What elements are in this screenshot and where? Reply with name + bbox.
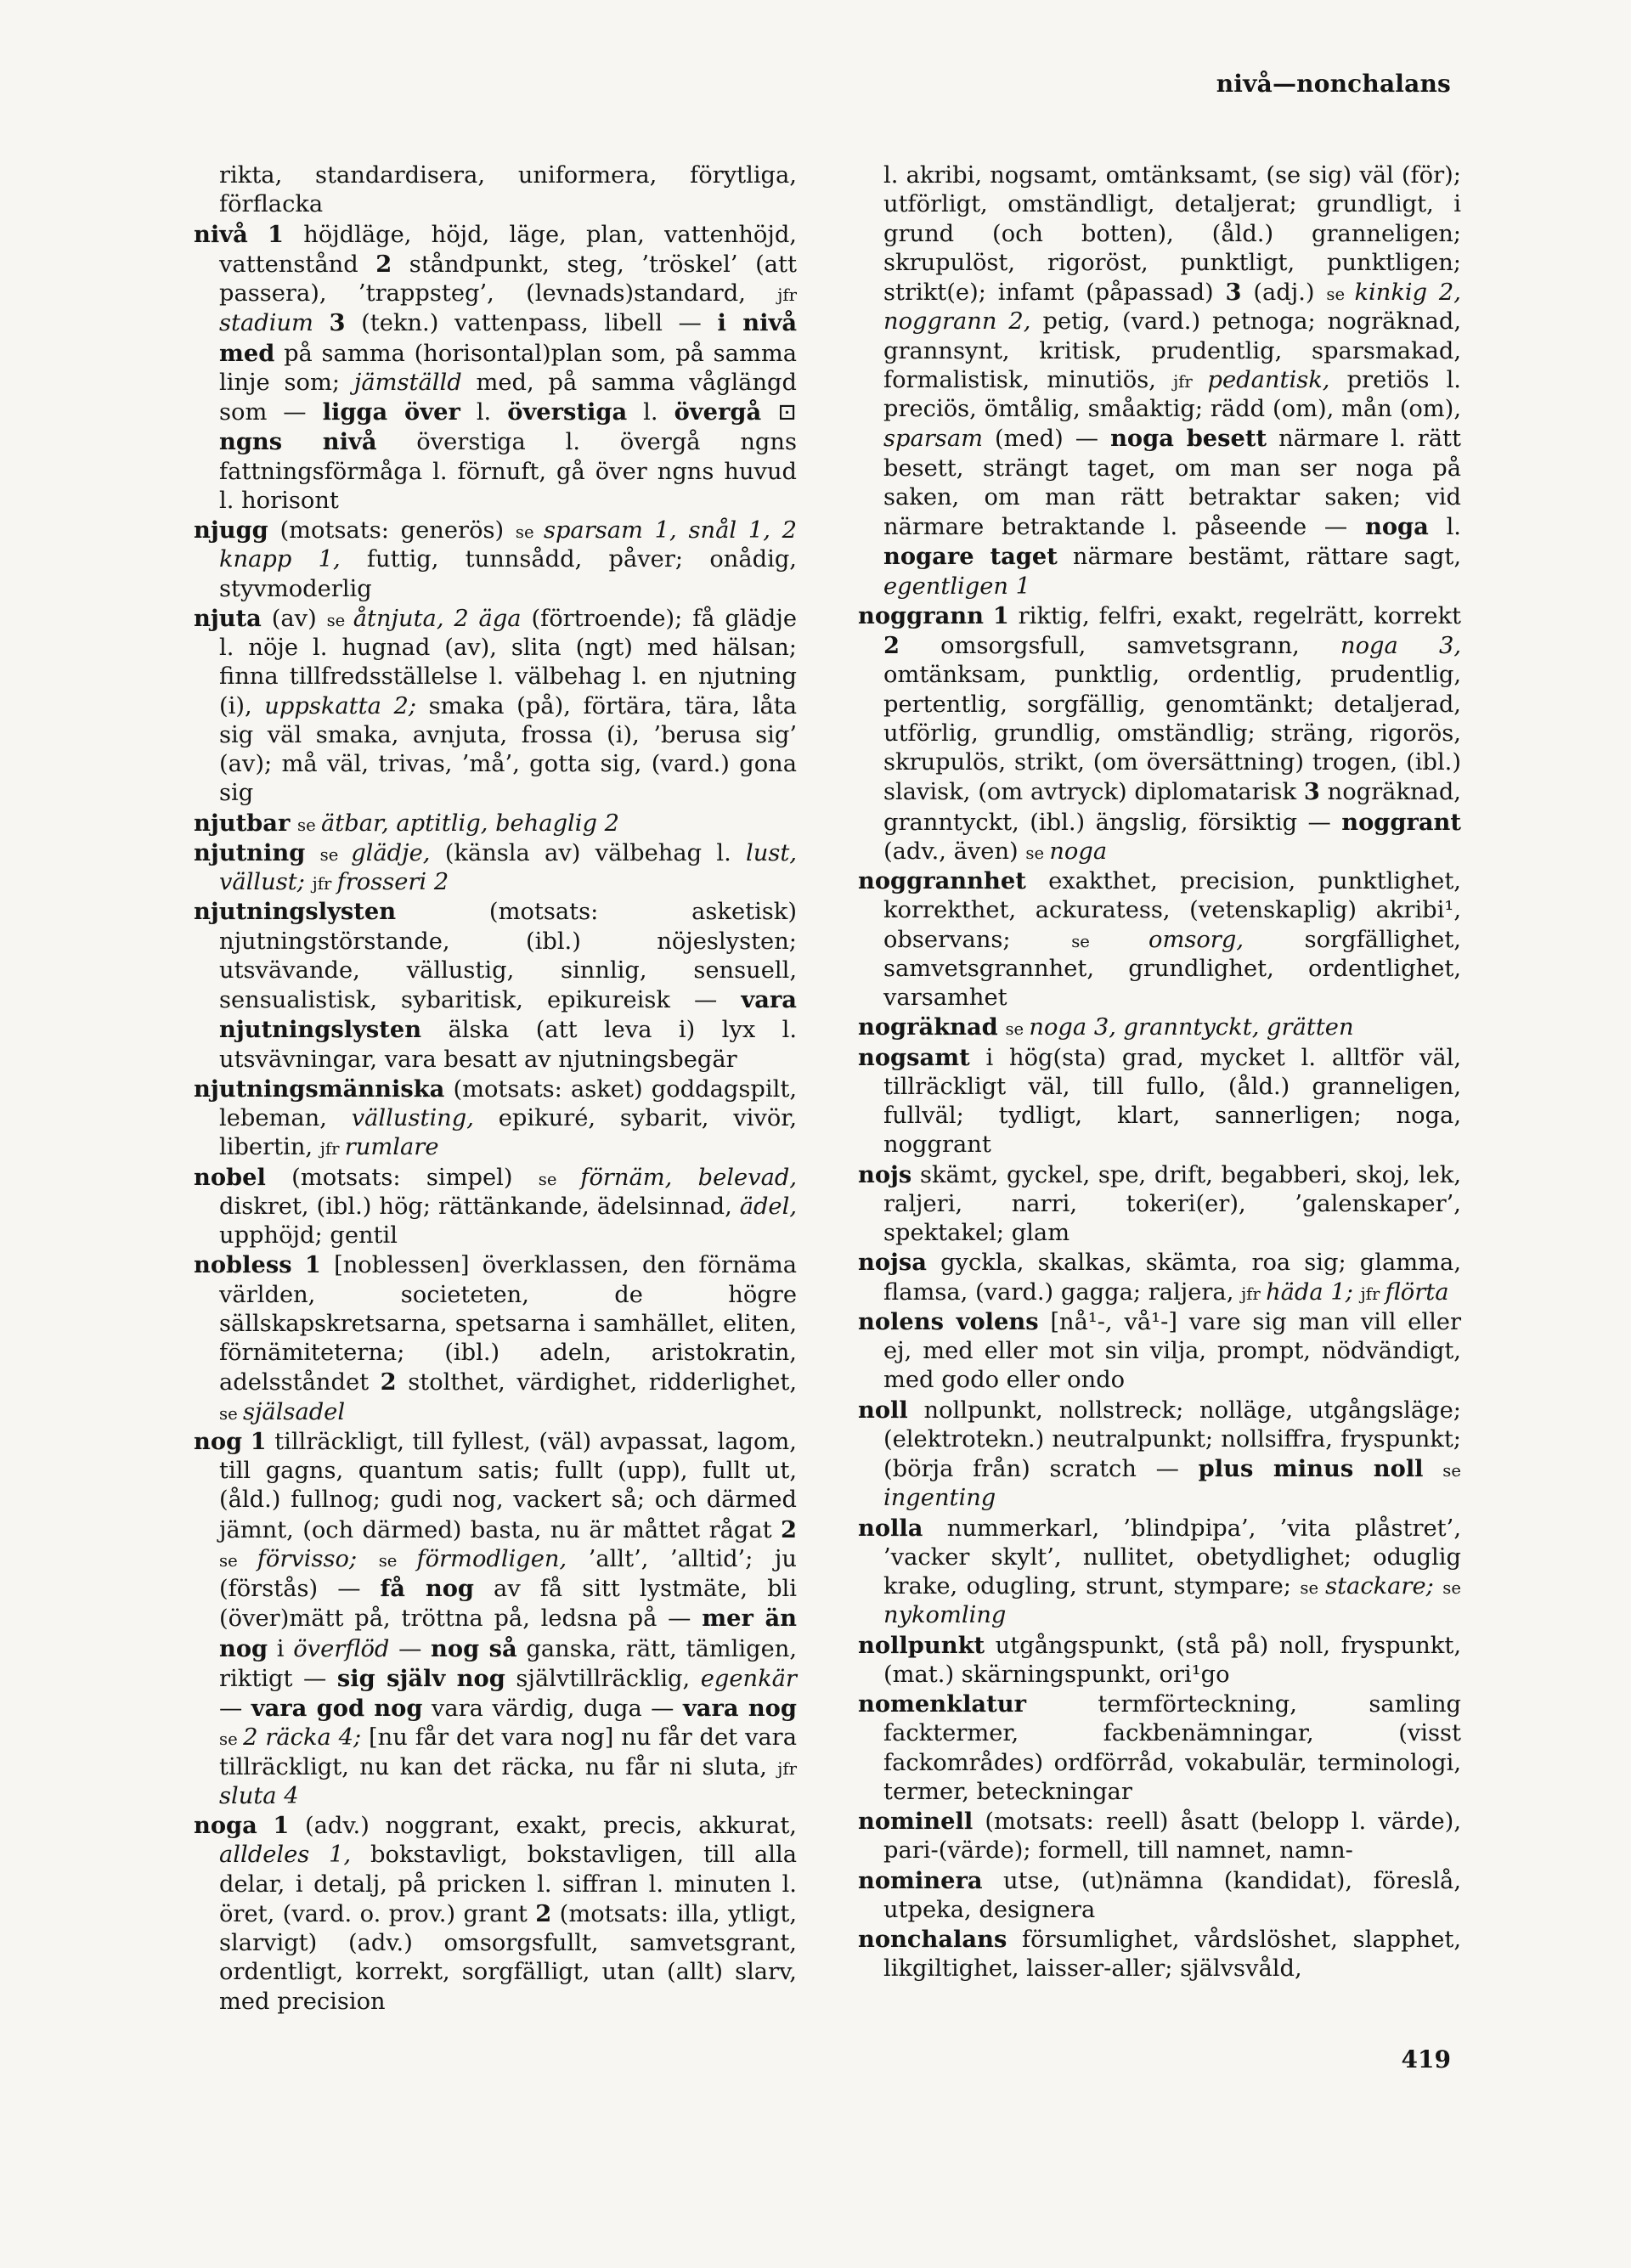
entry-text: exakthet, precision, punktlighet, korrekthet, ackuratess, (vetenskaplig) akribi¹, observans;	[883, 868, 1461, 953]
entry-text: stackare;	[1325, 1573, 1434, 1599]
entry-text: nollpunkt, nollstreck; nolläge, utgångsläge; (elektrotekn.) neutralpunkt; nollsiffra, fryspunkt; (börja från) scratch —	[883, 1396, 1461, 1482]
dictionary-entry	[858, 1866, 1461, 1926]
entry-text: (känsla av) välbehag l.	[430, 839, 747, 866]
entry-text: nummerkarl, ’blindpipa’, ’vita plåstret’, ’vacker skylt’, nullitet, obetydlighet; oduglig krake, odugling, strunt, stympare;	[883, 1515, 1461, 1599]
entry-text: se	[538, 1169, 581, 1189]
entry-text: jfr	[777, 285, 797, 305]
entry-text: omtänksam, punktlig, ordentlig, prudentlig, pertentlig, sorgfällig, genomtänkt; detaljerad, utförlig, grundlig, omständlig; sträng, rigorös, skrupulös, strikt, (om översättning) trogen, (ibl.) slavisk, (om avtryck) diplomatarisk	[883, 662, 1461, 806]
dictionary-entry	[858, 1514, 1461, 1631]
entry-text: jfr	[312, 874, 337, 894]
headword: nolens volens	[858, 1307, 1039, 1335]
entry-text: jfr	[1241, 1284, 1267, 1304]
entry-text: häda 1;	[1266, 1278, 1353, 1306]
entry-text: upphöjd; gentil	[219, 1222, 398, 1249]
continued-entry	[194, 161, 797, 220]
entry-text: i hög(sta) grad, mycket l. alltför väl, tillräckligt väl, till fullo, (åld.) granneligen, fullväl; tydligt, klart, sannerligen; noga, noggrant	[883, 1044, 1461, 1159]
dictionary-entry	[194, 1250, 797, 1427]
entry-text: epikuré, sybarit, vivör, libertin,	[219, 1105, 797, 1161]
entry-text: rikta, standardisera, uniformera, förytliga, förflacka	[219, 162, 797, 218]
entry-text: älska (att leva i) lyx l. utsvävningar, vara besatt av njutningsbegär	[219, 1017, 797, 1073]
headword: nominell	[858, 1808, 974, 1835]
entry-text: på samma (horisontal)plan som, på samma linje som;	[219, 340, 797, 396]
headword: nivå	[194, 220, 248, 248]
entry-text: se	[1005, 1019, 1030, 1040]
dictionary-entry	[858, 1925, 1461, 1984]
entry-text: vällusting,	[351, 1105, 474, 1131]
dictionary-entry	[858, 1690, 1461, 1807]
entry-text: —	[389, 1635, 432, 1662]
entry-text: sig själv nog	[336, 1664, 505, 1692]
entry-text: noggrant	[1341, 808, 1461, 836]
headword: noggrannhet	[858, 867, 1026, 894]
running-head: nivå—nonchalans	[1216, 70, 1451, 98]
entry-text: förnäm, belevad,	[580, 1164, 797, 1191]
entry-text: (adv.) noggrant, exakt, precis, akkurat,	[289, 1813, 797, 1839]
entry-text: l.	[627, 399, 674, 426]
entry-text: pretiös l. preciös, ömtålig, småaktig; rädd (om), mån (om),	[883, 366, 1461, 422]
entry-text: (adv., även)	[883, 838, 1026, 865]
entry-text	[305, 840, 319, 866]
entry-text: l.	[1428, 514, 1461, 540]
entry-text: överflöd	[293, 1635, 390, 1662]
dictionary-entry	[194, 220, 797, 516]
entry-text: nogräknad, granntyckt, (ibl.) ängslig, försiktig —	[883, 779, 1461, 836]
entry-text	[1424, 1456, 1443, 1482]
entry-text: åtnjuta, 2 äga	[353, 605, 522, 632]
entry-text: själsadel	[242, 1398, 346, 1425]
entry-text: sparsam	[883, 426, 983, 453]
dictionary-entry	[858, 1248, 1461, 1307]
entry-text: jämställd	[353, 369, 462, 396]
entry-text: se	[1300, 1578, 1326, 1598]
entry-text: sparsam 1, snål 1, 2 knapp 1,	[219, 517, 797, 573]
headword: nollpunkt	[858, 1631, 985, 1659]
headword: nojs	[858, 1160, 912, 1188]
entry-text: [noblessen] överklassen, den förnäma världen, societeten, de högre sällskapskretsarna, spetsarna i samhället, eliten, förnämiteterna; (ibl.) adeln, aristokratin, adelsståndet	[219, 1252, 798, 1396]
entry-text: jfr	[1173, 371, 1208, 392]
entry-text: (motsats: simpel)	[265, 1164, 539, 1191]
entry-text: se	[1071, 931, 1149, 951]
entry-text: förmodligen,	[416, 1545, 567, 1572]
entry-text	[290, 810, 297, 837]
entry-text: förvisso;	[257, 1545, 358, 1572]
headword: noll	[858, 1396, 908, 1424]
entry-text: skämt, gyckel, spe, drift, begabberi, skoj, lek, raljeri, narri, tokeri(er), ’galenskaper’, spektakel; glam	[883, 1161, 1461, 1246]
entry-text: överstiga l. övergå ngns fattningsförmåga l. förnuft, gå över ngns huvud l. horisont	[219, 429, 797, 514]
headword: nolla	[858, 1514, 923, 1542]
dictionary-entry	[858, 1631, 1461, 1690]
page-number: 419	[1401, 2045, 1451, 2073]
dictionary-entry	[858, 1307, 1461, 1396]
entry-text: sorgfällighet, samvetsgrannhet, grundlighet, ordentlighet, varsamhet	[883, 926, 1461, 1011]
dictionary-entry	[194, 516, 797, 604]
headword: njutningsmänniska	[194, 1075, 445, 1103]
entry-text: gyckla, skalkas, skämta, roa sig; glamma, flamsa, (vard.) gagga; raljera,	[883, 1250, 1461, 1306]
entry-text: (motsats: illa, ytligt, slarvigt) (adv.) omsorgsfullt, samvetsgrant, ordentligt, korrekt, sorgfälligt, utan (allt) slarv, med precision	[219, 1900, 797, 2015]
entry-text: flörta	[1385, 1278, 1449, 1306]
headword: njutningslysten	[194, 898, 397, 926]
entry-text: utgångspunkt, (stå på) noll, fryspunkt, (mat.) skärningspunkt, ori¹go	[883, 1632, 1461, 1688]
entry-text: försumlighet, vårdslöshet, slapphet, likgiltighet, laisser-aller; självsvåld,	[883, 1927, 1461, 1983]
entry-text: rumlare	[344, 1134, 439, 1161]
entry-text	[257, 1813, 274, 1839]
entry-text: jfr	[1360, 1284, 1386, 1304]
dictionary-entry	[194, 604, 797, 809]
entry-text: bokstavligt, bokstavligen, till alla delar, i detalj, på pricken l. siffran l. minuten l. öret, (vard. o. prov.) grant	[219, 1842, 797, 1927]
entry-text: se	[219, 1729, 244, 1750]
entry-text: självtillräcklig,	[505, 1665, 701, 1692]
entry-text: jfr	[319, 1139, 345, 1159]
entry-text: nogare taget	[883, 543, 1058, 571]
dictionary-entry	[194, 838, 797, 898]
entry-text: se	[1442, 1461, 1461, 1481]
entry-text	[305, 869, 313, 895]
entry-text: alldeles 1,	[219, 1842, 352, 1869]
entry-text: stolthet, värdighet, ridderlighet,	[396, 1369, 797, 1396]
entry-text: 3	[1225, 279, 1242, 306]
entry-text: (tekn.) vattenpass, libell —	[345, 310, 718, 337]
entry-text: noga 3, granntyckt, grätten	[1029, 1014, 1354, 1041]
entry-text: 2	[535, 1899, 552, 1927]
entry-text: (motsats: generös)	[268, 517, 516, 544]
dictionary-entry	[858, 1807, 1461, 1866]
dictionary-entry	[858, 1160, 1461, 1249]
entry-text: l. akribi, nogsamt, omtänksamt, (se sig) väl (för); utförligt, omständligt, detaljerat; grundligt, i grund (och botten), (åld.) granneligen; skrupulöst, rigoröst, punktligt, punktligen; strikt(e); infamt (påpassad)	[883, 162, 1461, 306]
headword: njutbar	[194, 809, 291, 837]
entry-text: (motsats: asket) goddagspilt, lebeman,	[219, 1075, 797, 1131]
entry-text: jfr	[777, 1758, 797, 1779]
dictionary-entry	[858, 601, 1461, 866]
right-column	[858, 161, 1461, 1984]
entry-text: närmare l. rätt besett, strängt taget, om man ser noga på saken, om man rätt betraktar saken; vid närmare betraktande l. påseende —	[883, 426, 1461, 540]
entry-text: frosseri 2	[336, 869, 449, 895]
entry-text: —	[219, 1695, 251, 1722]
entry-text: ätbar, aptitlig, behaglig 2	[320, 810, 620, 837]
headword: nominera	[858, 1866, 983, 1894]
entry-text: 1	[250, 1427, 267, 1455]
entry-text: 2	[380, 1368, 397, 1396]
dictionary-entry	[194, 1427, 797, 1811]
entry-text: se	[1326, 285, 1355, 304]
entry-text: få nog	[380, 1575, 474, 1602]
entry-text: (med) —	[982, 426, 1111, 453]
entry-text: 3	[329, 309, 346, 337]
entry-text: 2 räcka 4;	[243, 1724, 362, 1752]
entry-text: riktig, felfri, exakt, regelrätt, korrekt	[1008, 602, 1461, 629]
entry-text: ganska, rätt, tämligen, riktigt —	[219, 1635, 797, 1692]
entry-text: 1	[304, 1251, 321, 1279]
entry-text: se	[219, 1550, 257, 1571]
entry-text: ligga över	[322, 398, 460, 426]
entry-text: noga	[1049, 838, 1108, 865]
dictionary-entry	[194, 809, 797, 838]
headword: nogsamt	[858, 1043, 970, 1071]
entry-text: [nu får det vara nog] nu får det vara tillräckligt, nu kan det räcka, nu får ni sluta,	[219, 1724, 797, 1780]
dictionary-entry	[858, 866, 1461, 1013]
entry-text: termförteckning, samling facktermer, fackbenämningar, (visst fackområdes) ordförråd, vokabulär, terminologi, termer, beteckningar	[883, 1691, 1461, 1805]
entry-text: petig, (vard.) petnoga; nogräknad, grannsynt, kritisk, prudentlig, sparsmakad, formalistisk, minutiös,	[883, 308, 1462, 393]
entry-text: (motsats: reell) åsatt (belopp l. värde), pari-(värde); formell, till namnet, namn-	[883, 1808, 1461, 1865]
dictionary-entry	[858, 1043, 1461, 1160]
entry-text: pedantisk,	[1207, 366, 1330, 393]
entry-text: smaka (på), förtära, tära, låta sig väl smaka, avnjuta, frossa (i), ’berusa sig’ (av); må väl, trivas, ’må’, gotta sig, (vard.) gona sig	[219, 692, 797, 807]
entry-text: i	[268, 1635, 294, 1662]
entry-text: se	[297, 815, 321, 835]
entry-text: 1	[267, 220, 284, 248]
entry-text: stadium	[219, 310, 313, 337]
entry-text: (adj.)	[1241, 279, 1327, 306]
headword: nonchalans	[858, 1926, 1007, 1953]
entry-text: nykomling	[883, 1602, 1007, 1629]
entry-text	[357, 1546, 379, 1572]
entry-text: 2	[781, 1515, 797, 1543]
entry-text: se	[515, 522, 544, 542]
entry-text: (av)	[261, 605, 327, 632]
entry-text: höjdläge, höjd, läge, plan, vattenhöjd, vattenstånd	[219, 221, 797, 278]
entry-text: lust, vällust;	[219, 839, 798, 895]
entry-text: tillräckligt, till fyllest, (väl) avpassat, lagom, till gagns, quantum satis; fullt (upp), fullt ut, (åld.) fullnog; gudi nog, vackert så; och därmed jämnt, (och därmed) basta, nu är måttet rågat	[219, 1428, 797, 1543]
entry-text: egenkär	[700, 1665, 797, 1692]
dictionary-entry	[194, 1163, 797, 1251]
entry-text: sluta 4	[219, 1782, 299, 1809]
entry-text	[248, 222, 268, 248]
entry-text: kinkig 2, noggrann 2,	[883, 279, 1461, 336]
dictionary-entry	[194, 1811, 797, 2017]
entry-text: noga	[1364, 513, 1429, 540]
entry-text: vara god nog	[251, 1695, 423, 1722]
entry-text: omsorg,	[1148, 926, 1244, 953]
entry-text	[313, 310, 330, 336]
headword: nojsa	[858, 1249, 927, 1277]
entry-text	[242, 1429, 251, 1455]
entry-text: (motsats: asketisk) njutningstörstande, (ibl.) nöjeslysten; utsvävande, vällustig, sinnlig, sensuell, sensualistisk, sybaritisk, epikureisk —	[219, 899, 797, 1013]
entry-text: l.	[460, 399, 508, 426]
entry-text: 2	[883, 632, 900, 659]
entry-text: glädje,	[351, 839, 431, 866]
entry-text: 1	[273, 1812, 290, 1839]
entry-text: (förtroende); få glädje l. nöje l. hugnad (av), slita (ngt) med hälsan; finna tillfredsställelse l. välbehag l. en njutning (i),	[219, 605, 797, 719]
entry-text: futtig, tunnsådd, påver; onådig, styvmoderlig	[219, 546, 797, 602]
headword: nobel	[194, 1163, 266, 1191]
entry-text: omsorgsfull, samvetsgrann,	[900, 633, 1341, 659]
entry-text: ståndpunkt, steg, ’tröskel’ (att passera), ’trappsteg’, (levnads)standard,	[219, 251, 797, 307]
entry-text: 1	[992, 601, 1009, 629]
entry-text: plus minus noll	[1198, 1455, 1424, 1482]
dictionary-entry	[194, 1075, 797, 1163]
entry-text: mer än nog	[219, 1605, 797, 1662]
entry-text: se	[319, 844, 352, 865]
entry-text: ⊡	[761, 399, 798, 426]
entry-text: ngns nivå	[219, 428, 377, 456]
entry-text: överstiga	[507, 398, 628, 426]
entry-text	[984, 603, 993, 629]
entry-text: noga 3,	[1340, 633, 1462, 659]
entry-text	[1434, 1573, 1442, 1599]
entry-text: utse, (ut)nämna (kandidat), föreslå, utpeka, designera	[883, 1867, 1461, 1923]
entry-text: [nå¹-, vå¹-] vare sig man vill eller ej, med eller mot sin vilja, prompt, nödvändigt, med godo eller ondo	[883, 1308, 1462, 1394]
headword: noga	[194, 1812, 257, 1839]
entry-text: 2	[375, 250, 392, 278]
entry-text: ’allt’, ’alltid’; ju (förstås) —	[219, 1545, 797, 1602]
headword: njuta	[194, 604, 262, 632]
entry-text: noga besett	[1110, 425, 1267, 453]
entry-text: se	[1442, 1578, 1461, 1598]
entry-text: vara njutningslysten	[219, 986, 797, 1044]
dictionary-entry	[858, 1396, 1461, 1514]
left-column	[194, 161, 797, 2017]
entry-text: närmare bestämt, rättare sagt,	[1057, 544, 1461, 571]
entry-text: med, på samma våglängd som —	[219, 369, 797, 426]
entry-text: se	[1025, 843, 1050, 863]
entry-text: av få sitt lystmäte, bli (över)mätt på, tröttna på, ledsna på —	[219, 1576, 798, 1633]
entry-text: övergå	[674, 398, 762, 426]
headword: noggrann	[858, 601, 984, 629]
entry-text: 3	[1303, 778, 1320, 806]
headword: njutning	[194, 838, 306, 866]
entry-text: se	[378, 1550, 417, 1571]
entry-text: egentligen 1	[883, 573, 1031, 600]
continued-entry	[858, 161, 1461, 601]
headword: nobless	[194, 1251, 292, 1279]
entry-text: uppskatta 2;	[264, 692, 417, 719]
headword: njugg	[194, 516, 268, 544]
headword: nogräknad	[858, 1013, 998, 1041]
dictionary-entry	[858, 1013, 1461, 1042]
entry-text: se	[219, 1403, 243, 1424]
entry-text: diskret, (ibl.) hög; rättänkande, ädelsinnad,	[219, 1193, 740, 1220]
headword: nog	[194, 1427, 243, 1455]
entry-text: vara nog	[682, 1695, 797, 1722]
entry-text: ingenting	[883, 1485, 996, 1512]
headword: nomenklatur	[858, 1690, 1026, 1718]
entry-text	[1353, 1279, 1361, 1306]
entry-text: nog så	[431, 1634, 517, 1662]
entry-text: se	[326, 610, 353, 630]
dictionary-entry	[194, 897, 797, 1075]
entry-text: vara värdig, duga —	[422, 1695, 683, 1722]
entry-text: i nivå med	[219, 309, 798, 367]
entry-text: ädel,	[739, 1193, 797, 1220]
entry-text	[292, 1252, 305, 1278]
